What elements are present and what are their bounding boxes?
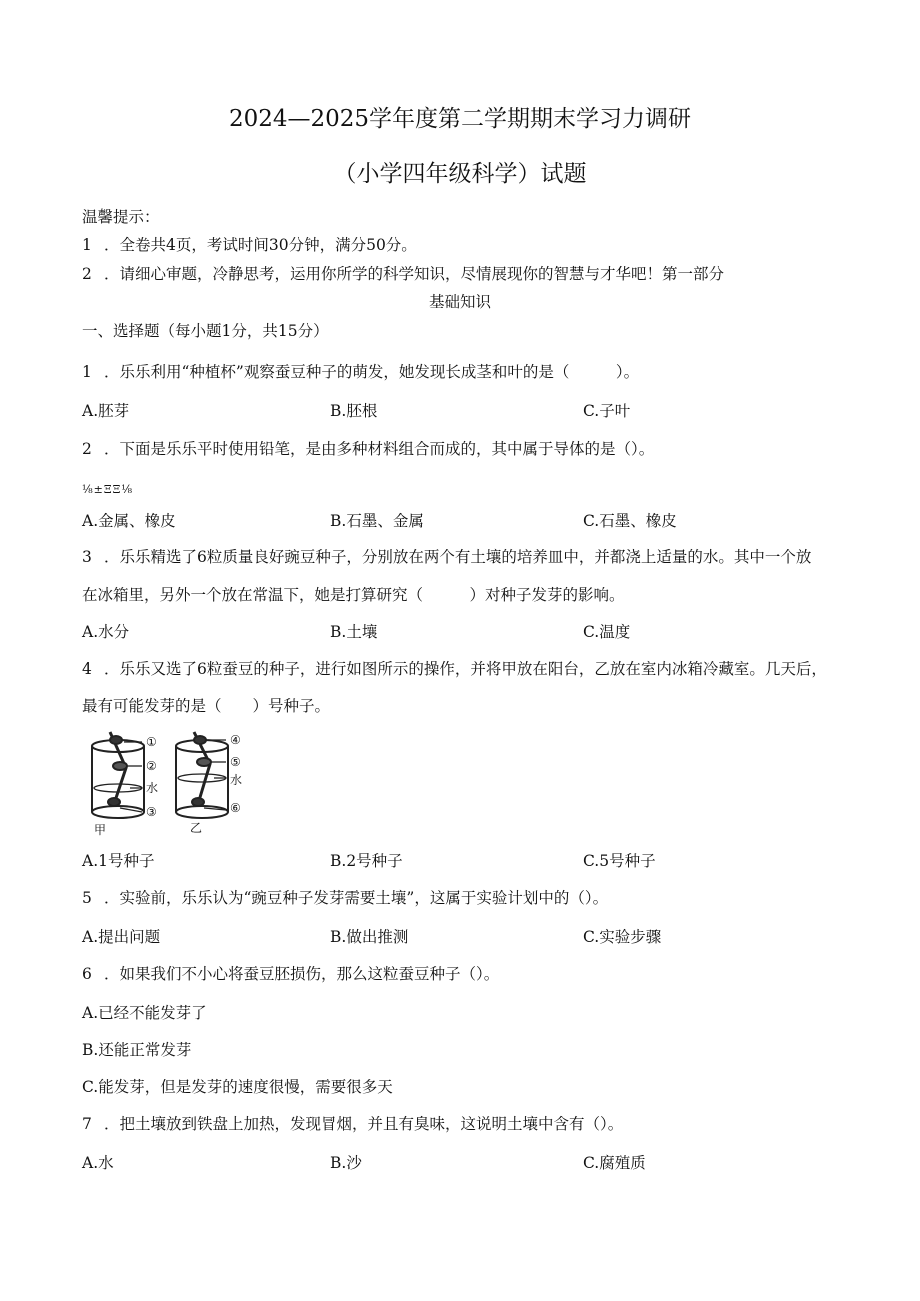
tip-number: 2: [82, 265, 92, 283]
question-number: 6: [82, 965, 92, 983]
option-b: B.胚根: [330, 402, 378, 420]
seed-label: ⑥: [230, 801, 241, 815]
seed-cups-figure: [80, 728, 250, 840]
seed-label: ④: [230, 733, 241, 747]
option-b: B.石墨、金属: [330, 512, 424, 530]
question-text: ．下面是乐乐平时使用铅笔，是由多种材料组合而成的，其中属于导体的是（）。: [104, 440, 655, 458]
option-c: C.石墨、橡皮: [583, 512, 677, 530]
question-number: 3: [82, 548, 92, 566]
water-label: 水: [146, 781, 159, 795]
option-c: C.能发芽，但是发芽的速度很慢，需要很多天: [82, 1078, 393, 1096]
cup-label-right: 乙: [190, 821, 203, 835]
option-b: B.土壤: [330, 623, 378, 641]
seed-label: ①: [146, 735, 157, 749]
page-title: 2024—2025学年度第二学期期末学习力调研: [228, 106, 692, 132]
tip-number: 1: [82, 236, 92, 254]
question-number: 2: [82, 440, 92, 458]
seed-label: ⑤: [230, 755, 241, 769]
option-a: A.金属、橡皮: [82, 512, 176, 530]
option-c: C.实验步骤: [583, 928, 662, 946]
question-text: ．实验前，乐乐认为“豌豆种子发芽需要土壤”，这属于实验计划中的（）。: [104, 889, 609, 907]
tip-text: ．请细心审题，冷静思考，运用你所学的科学知识，尽情展现你的智慧与才华吧！第一部分: [104, 265, 725, 283]
question-3: [82, 545, 811, 567]
question-2: [82, 437, 654, 459]
tip-item: [82, 233, 417, 255]
question-4: [82, 657, 827, 679]
water-label: 水: [230, 773, 243, 787]
question-text: ．如果我们不小心将蚕豆胚损伤，那么这粒蚕豆种子（）。: [104, 965, 500, 983]
option-c: C.5号种子: [583, 852, 656, 870]
question-number: 4: [82, 660, 92, 678]
seed-label: ②: [146, 759, 157, 773]
question-6: [82, 962, 499, 984]
option-b: B.沙: [330, 1154, 362, 1172]
question-7: [82, 1112, 623, 1134]
tip-text: ．全卷共4页，考试时间30分钟，满分50分。: [104, 236, 417, 254]
question-number: 5: [82, 889, 92, 907]
question-1: [82, 360, 639, 382]
section-heading: 一、选择题（每小题1分，共15分）: [82, 322, 329, 340]
option-a: A.胚芽: [82, 402, 130, 420]
question-text-continued: 最有可能发芽的是（ ）号种子。: [82, 697, 331, 715]
question-number: 1: [82, 363, 92, 381]
option-a: A.提出问题: [82, 928, 161, 946]
question-text: ．乐乐又选了6粒蚕豆的种子，进行如图所示的操作，并将甲放在阳台，乙放在室内冰箱冷藏室。几天后，: [104, 660, 827, 678]
question-5: [82, 886, 608, 908]
tip-item: [82, 262, 724, 284]
seed-label: ③: [146, 805, 157, 819]
part-title: 基础知识: [428, 293, 491, 311]
option-a: A.1号种子: [82, 852, 155, 870]
option-b: B.2号种子: [330, 852, 403, 870]
option-c: C.腐殖质: [583, 1154, 646, 1172]
option-c: C.子叶: [583, 402, 631, 420]
question-text-continued: 在冰箱里，另外一个放在常温下，她是打算研究（ ）对种子发芽的影响。: [82, 586, 625, 604]
option-c: C.温度: [583, 623, 631, 641]
question-number: 7: [82, 1115, 92, 1133]
option-a: A.水: [82, 1154, 114, 1172]
question-text: ．乐乐利用“种植杯”观察蚕豆种子的萌发，她发现长成茎和叶的是（ ）。: [104, 363, 640, 381]
option-a: A.已经不能发芽了: [82, 1004, 207, 1022]
tips-heading: 温馨提示：: [82, 208, 160, 226]
option-a: A.水分: [82, 623, 130, 641]
cup-label-left: 甲: [94, 823, 107, 837]
question-text: ．把土壤放到铁盘上加热，发现冒烟，并且有臭味，这说明土壤中含有（）。: [104, 1115, 624, 1133]
page-subtitle: （小学四年级科学）试题: [333, 161, 587, 187]
garbled-text: ⅛±ΞΞ⅛: [82, 483, 134, 496]
option-b: B.还能正常发芽: [82, 1041, 192, 1059]
option-b: B.做出推测: [330, 928, 409, 946]
question-text: ．乐乐精选了6粒质量良好豌豆种子，分别放在两个有土壤的培养皿中，并都浇上适量的水。其中一个放: [104, 548, 812, 566]
